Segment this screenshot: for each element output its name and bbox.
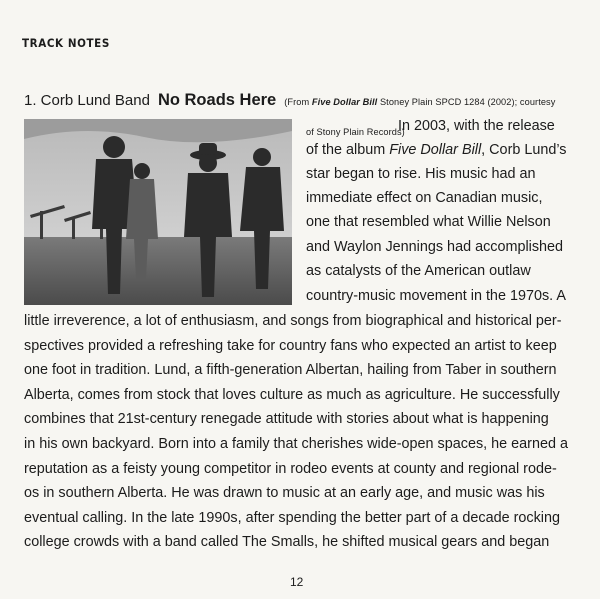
narrow-line: immediate effect on Canadian music, bbox=[306, 190, 543, 206]
wide-line: os in southern Alberta. He was drawn to music at an early age, and music was his bbox=[24, 485, 545, 501]
track-title: No Roads Here bbox=[157, 91, 277, 109]
wide-line: in his own backyard. Born into a family that cherishes wide-open spaces, he earned a bbox=[24, 436, 568, 452]
wide-line: spectives provided a refreshing take for country fans who expected an artist to keep bbox=[24, 338, 557, 354]
credit-album: Five Dollar Bill bbox=[311, 97, 378, 107]
wide-line: Alberta, comes from stock that loves culture as much as agriculture. He successfully bbox=[24, 387, 560, 403]
track-number-artist: 1. Corb Lund Band bbox=[24, 92, 150, 109]
narrow-line: and Waylon Jennings had accomplished bbox=[306, 239, 564, 255]
credit-label: Stoney Plain SPCD 1284 (2002); courtesy bbox=[377, 97, 556, 107]
narrow-line: country-music movement in the 1970s. A bbox=[306, 288, 566, 304]
band-photo-image bbox=[24, 119, 292, 305]
album-line bbox=[306, 140, 567, 160]
wide-line: one foot in tradition. Lund, a fifth-generation Albertan, hailing from Taber in southern bbox=[24, 362, 557, 378]
band-photo bbox=[24, 119, 292, 305]
body-first-line: In 2003, with the release bbox=[398, 118, 555, 134]
section-title: TRACK NOTES bbox=[22, 36, 110, 50]
album-title-italic: Five Dollar Bill bbox=[389, 142, 482, 158]
wide-line: little irreverence, a lot of enthusiasm, and songs from biographical and historical per- bbox=[24, 313, 562, 329]
credit-line-2: of Stony Plain Records) bbox=[306, 127, 405, 137]
narrow-line: one that resembled what Willie Nelson bbox=[306, 214, 551, 230]
album-line-suffix: , Corb Lund’s bbox=[481, 142, 567, 158]
narrow-line: as catalysts of the American outlaw bbox=[306, 263, 531, 279]
credit-prefix: (From bbox=[284, 97, 312, 107]
wide-line: college crowds with a band called The Smalls, he shifted musical gears and began bbox=[24, 534, 550, 550]
narrow-line: star began to rise. His music had an bbox=[306, 166, 536, 182]
track-heading bbox=[24, 90, 555, 112]
wide-line: reputation as a feisty young competitor in rodeo events at county and regional rode- bbox=[24, 461, 557, 477]
page-number: 12 bbox=[290, 575, 304, 589]
credit-line-1 bbox=[284, 97, 555, 107]
wide-line: combines that 21st-century renegade attitude with stories about what is happening bbox=[24, 411, 549, 427]
wide-line: eventual calling. In the late 1990s, after spending the better part of a decade rocking bbox=[24, 510, 561, 526]
album-line-prefix: of the album bbox=[306, 142, 390, 158]
